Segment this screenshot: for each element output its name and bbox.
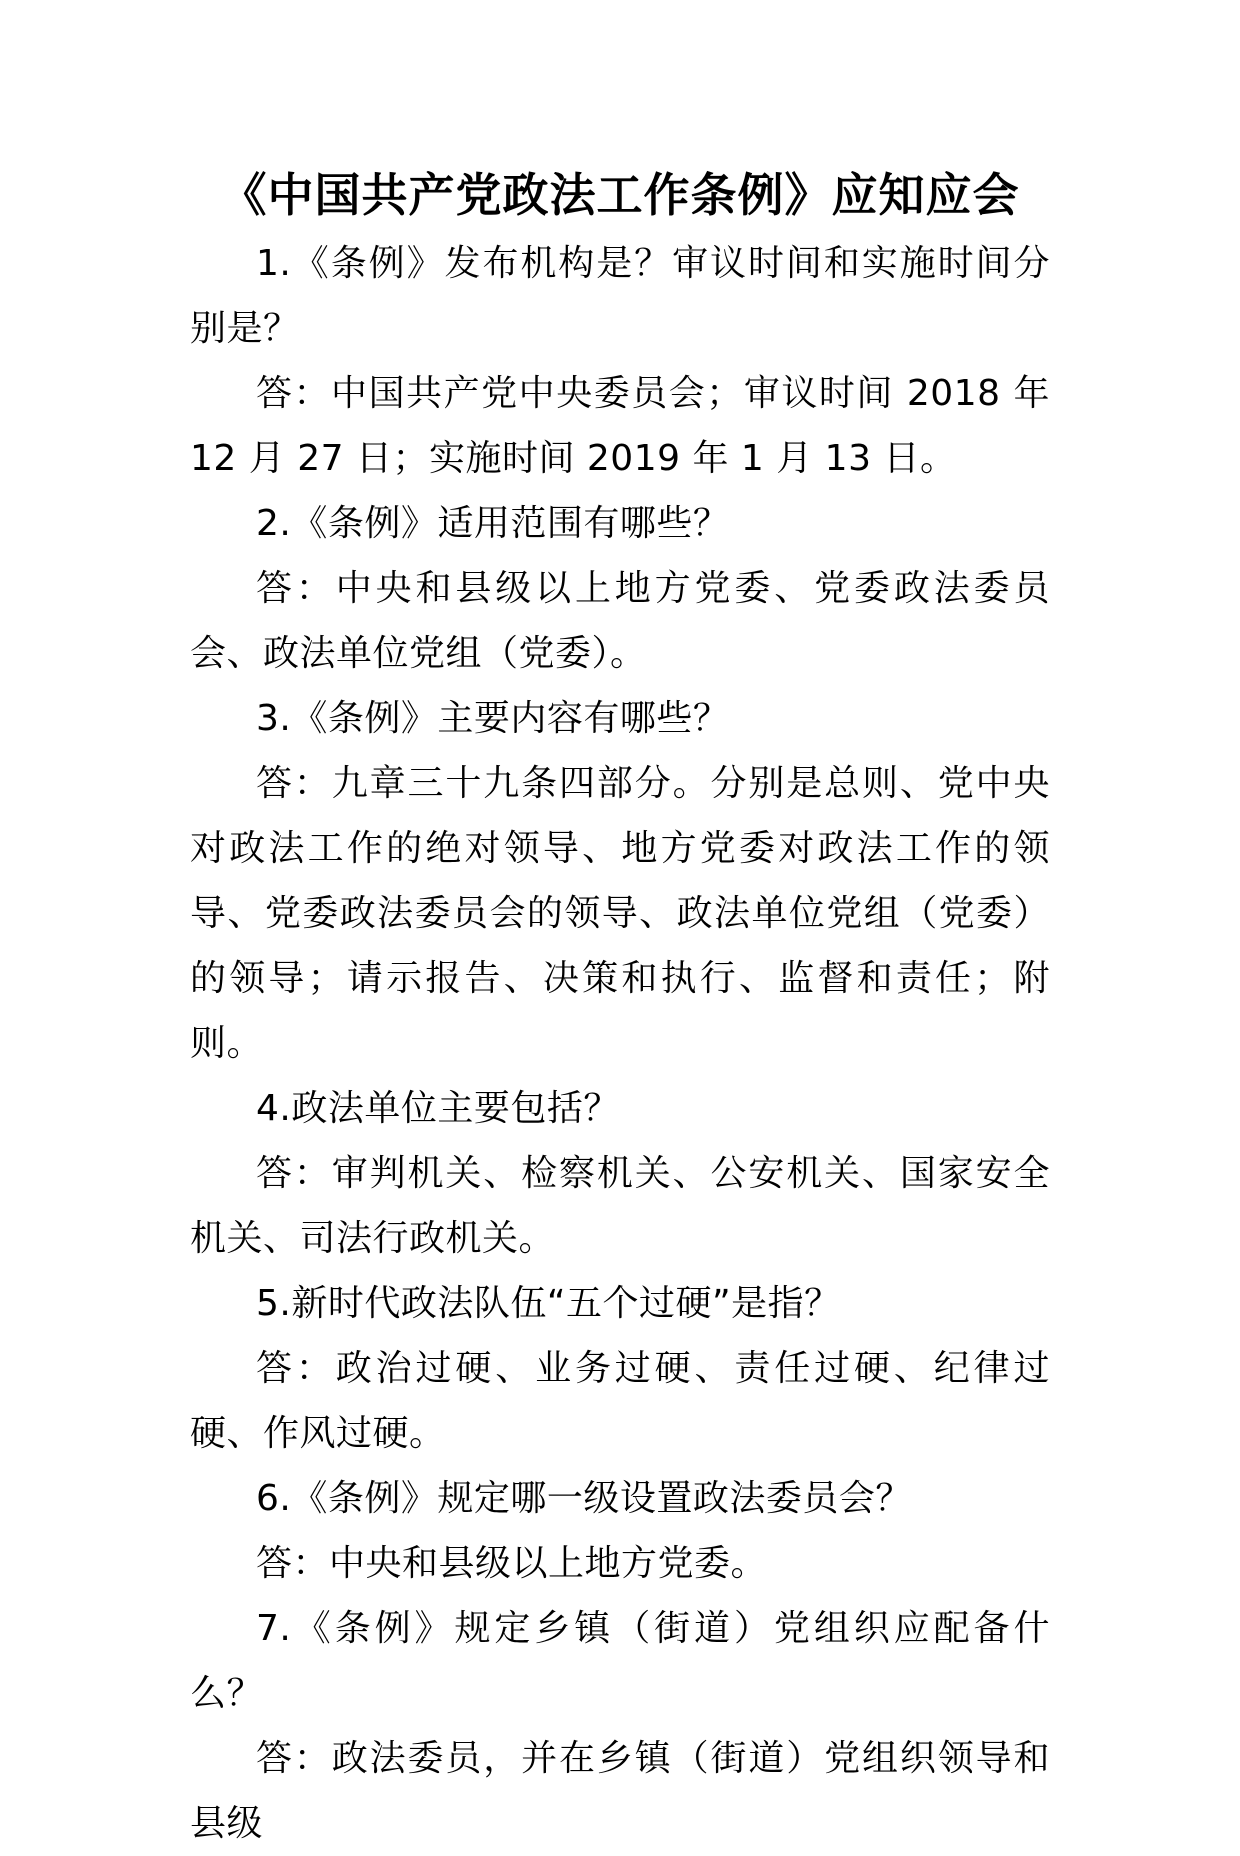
answer-5: 答：政治过硬、业务过硬、责任过硬、纪律过硬、作风过硬。 bbox=[190, 1348, 1050, 1454]
question-5: 5.新时代政法队伍“五个过硬”是指？ bbox=[256, 1283, 841, 1324]
answer-4: 答：审判机关、检察机关、公安机关、国家安全机关、司法行政机关。 bbox=[190, 1153, 1050, 1259]
answer-6: 答：中央和县级以上地方党委。 bbox=[256, 1543, 768, 1584]
answer-1: 答：中国共产党中央委员会；审议时间 2018 年 12 月 27 日；实施时间 2019 年 1 月 13 日。 bbox=[190, 373, 1050, 479]
question-3: 3.《条例》主要内容有哪些？ bbox=[256, 698, 730, 739]
question-2: 2.《条例》适用范围有哪些？ bbox=[256, 503, 730, 544]
answer-7: 答：政法委员，并在乡镇（街道）党组织领导和县级 bbox=[190, 1738, 1050, 1844]
question-6: 6.《条例》规定哪一级设置政法委员会？ bbox=[256, 1478, 912, 1519]
question-4: 4.政法单位主要包括？ bbox=[256, 1088, 620, 1129]
answer-2: 答：中央和县级以上地方党委、党委政法委员会、政法单位党组（党委）。 bbox=[190, 568, 1050, 674]
document-body bbox=[190, 231, 1050, 1856]
question-1: 1.《条例》发布机构是？审议时间和实施时间分别是？ bbox=[190, 243, 1050, 349]
document-title: 《中国共产党政法工作条例》应知应会 bbox=[220, 168, 1020, 222]
answer-3: 答：九章三十九条四部分。分别是总则、党中央对政法工作的绝对领导、地方党委对政法工作的领导、党委政法委员会的领导、政法单位党组（党委）的领导；请示报告、决策和执行、监督和责任；附则。 bbox=[190, 763, 1050, 1064]
question-7: 7.《条例》规定乡镇（街道）党组织应配备什么？ bbox=[190, 1608, 1050, 1714]
